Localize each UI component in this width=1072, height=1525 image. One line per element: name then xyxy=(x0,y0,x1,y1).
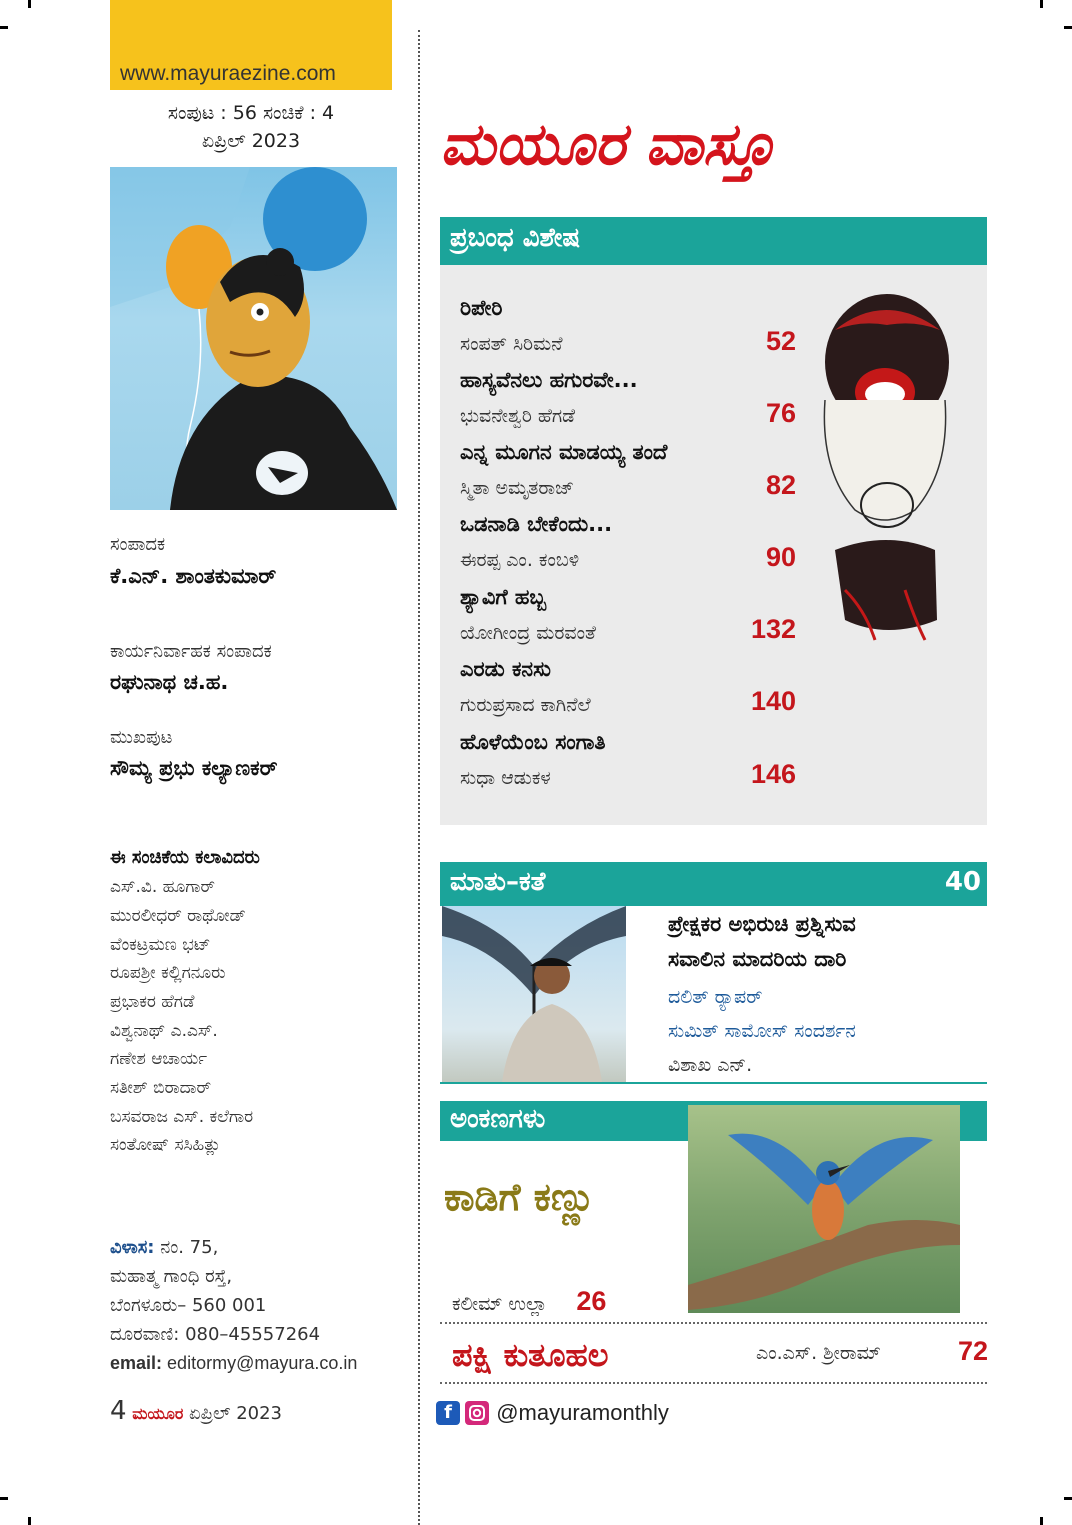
artist-name: ರೂಪಶ್ರೀ ಕಲ್ಲಿಗನೂರು xyxy=(110,963,226,983)
executive-editor-label: ಕಾರ್ಯನಿರ್ವಾಹಕ ಸಂಪಾದಕ xyxy=(110,641,272,662)
kadige-logo-text: ಕಾಡಿಗೆ ಕಣ್ಣು xyxy=(444,1175,596,1219)
artist-name: ಸತೀಶ್ ಬಿರಾದಾರ್ xyxy=(110,1078,212,1098)
pakshi-logo-text: ಪಕ್ಷಿ ಕುತೂಹಲ xyxy=(452,1336,609,1374)
artist-name: ಸಂತೋಷ್ ಸಸಿಹಿತ್ಲು xyxy=(110,1135,221,1155)
essay-author: ಯೋಗೀಂದ್ರ ಮರವಂತೆ xyxy=(460,622,596,644)
essay-author: ಸಂಪತ್ ಸಿರಿಮನೆ xyxy=(460,333,563,355)
masthead-logo xyxy=(440,92,880,202)
essay-author: ಸ್ಮಿತಾ ಅಮೃತರಾಜ್ xyxy=(460,477,575,499)
essay-page: 132 xyxy=(750,614,796,644)
artist-name: ಪ್ರಭಾಕರ ಹೆಗಡೆ xyxy=(110,992,195,1012)
address-line1 xyxy=(110,1237,218,1258)
address-line3: ಬೆಂಗಳೂರು– 560 001 xyxy=(110,1295,267,1316)
footer-date: ಏಪ್ರಿಲ್ 2023 xyxy=(189,1403,283,1424)
phone-number: ದೂರವಾಣಿ: 080–45557264 xyxy=(110,1324,321,1345)
crop-mark xyxy=(1064,1497,1072,1500)
essay-page: 90 xyxy=(765,542,796,572)
crop-mark xyxy=(1064,26,1072,29)
cover-credit-name: ಸೌಮ್ಯ ಪ್ರಭು ಕಲ್ಯಾಣಕರ್ xyxy=(110,756,278,780)
dotted-rule xyxy=(440,1322,987,1324)
kadige-kannu-logo xyxy=(440,1140,620,1270)
kadige-author: ಕಲೀಮ್ ಉಲ್ಲಾ xyxy=(452,1293,548,1315)
editor-label: ಸಂಪಾದಕ xyxy=(110,534,166,555)
website-banner xyxy=(110,0,392,90)
section-rule xyxy=(440,1082,987,1084)
email-line xyxy=(110,1353,357,1374)
kadige-page: 26 xyxy=(576,1286,607,1316)
crop-mark xyxy=(0,26,8,29)
essay-title[interactable]: ಒಡನಾಡಿ ಬೇಕೆಂದು... xyxy=(460,512,613,536)
interview-subtitle-line1: ದಲಿತ್ ರ‍್ಯಾಪರ್ xyxy=(668,986,763,1008)
crop-mark xyxy=(28,1517,31,1525)
facebook-icon[interactable]: f xyxy=(436,1401,460,1425)
essay-title[interactable]: ಎರಡು ಕನಸು xyxy=(460,657,551,681)
crop-mark xyxy=(1040,1517,1043,1525)
essay-author: ಗುರುಪ್ರಸಾದ ಕಾಗಿನೆಲೆ xyxy=(460,694,591,716)
email-label: email: xyxy=(110,1353,163,1373)
essay-page: 82 xyxy=(765,470,796,500)
essay-title[interactable]: ಹಾಸ್ಯವೆನಲು ಹಗುರವೇ... xyxy=(460,368,638,392)
kingfisher-svg xyxy=(688,1105,960,1313)
essay-page: 146 xyxy=(750,759,796,789)
kadige-credit xyxy=(452,1286,606,1317)
social-bar xyxy=(436,1400,669,1430)
interview-photo-svg xyxy=(442,906,626,1082)
kadige-logo-svg xyxy=(440,1140,620,1270)
cover-art-svg xyxy=(110,167,397,510)
artist-name: ಗಣೇಶ ಆಚಾರ್ಯ xyxy=(110,1049,208,1069)
columns-heading: ಅಂಕಣಗಳು xyxy=(450,1104,546,1134)
essay-title[interactable]: ಹೊಳೆಯೆಂಬ ಸಂಗಾತಿ xyxy=(460,730,606,754)
essays-heading: ಪ್ರಬಂಧ ವಿಶೇಷ xyxy=(450,223,581,253)
essay-title[interactable]: ಎನ್ನ ಮೂಗನ ಮಾಡಯ್ಯ ತಂದೆ xyxy=(460,440,668,464)
artist-name: ಎಸ್.ವಿ. ಹೂಗಾರ್ xyxy=(110,877,215,897)
interview-photo xyxy=(442,906,626,1082)
kingfisher-photo xyxy=(688,1105,960,1313)
email-address[interactable]: editormy@mayura.co.in xyxy=(167,1353,358,1373)
artist-name: ಬಸವರಾಜ ಎಸ್. ಕಲೆಗಾರ xyxy=(110,1107,254,1127)
essay-page: 52 xyxy=(765,326,796,356)
interview-author: ವಿಶಾಖ ಎನ್. xyxy=(668,1054,753,1076)
pakshi-page: 72 xyxy=(958,1336,989,1366)
interview-heading: ಮಾತು–ಕತೆ xyxy=(450,867,546,897)
page-footer xyxy=(110,1396,282,1426)
cover-credit-label: ಮುಖಪುಟ xyxy=(110,727,173,748)
executive-editor-name: ರಘುನಾಥ ಚ.ಹ. xyxy=(110,670,229,694)
editor-name: ಕೆ.ಎನ್. ಶಾಂತಕುಮಾರ್ xyxy=(110,564,277,588)
artist-name: ಮುರಲೀಧರ್ ರಾಥೋಡ್ xyxy=(110,906,246,926)
interview-title-line2[interactable]: ಸವಾಲಿನ ಮಾದರಿಯ ದಾರಿ xyxy=(668,947,847,971)
address-label: ವಿಳಾಸ: xyxy=(110,1237,155,1258)
footer-magazine-logo: ಮಯೂರ xyxy=(132,1404,184,1423)
column-divider xyxy=(418,30,420,1525)
artist-name: ವೆಂಕಟ್ರಮಣ ಭಟ್ xyxy=(110,935,211,955)
crop-mark xyxy=(28,0,31,8)
essay-page: 76 xyxy=(765,398,796,428)
interview-section-header xyxy=(440,862,987,906)
essay-title[interactable]: ಶ್ಯಾವಿಗೆ ಹಬ್ಬ xyxy=(460,585,547,609)
interview-page: 40 xyxy=(944,867,981,897)
dotted-rule xyxy=(440,1382,987,1384)
essay-page: 140 xyxy=(750,686,796,716)
pakshi-kutuhala-logo xyxy=(450,1330,750,1376)
page-number: 4 xyxy=(110,1396,127,1426)
mask-svg xyxy=(805,290,975,650)
essay-author: ಈರಪ್ಪ ಎಂ. ಕಂಬಳಿ xyxy=(460,549,580,571)
essay-title[interactable]: ರಿಪೇರಿ xyxy=(460,296,503,320)
website-url[interactable]: www.mayuraezine.com xyxy=(120,62,336,85)
artist-name: ವಿಶ್ವನಾಥ್ ಎ.ಎಸ್. xyxy=(110,1021,218,1041)
interview-subtitle-line2: ಸುಮಿತ್ ಸಾಮೋಸ್ ಸಂದರ್ಶನ xyxy=(668,1020,856,1042)
mask-illustration xyxy=(805,290,975,650)
essay-author: ಭುವನೇಶ್ವರಿ ಹೆಗಡೆ xyxy=(460,405,575,427)
masthead-svg xyxy=(440,92,880,202)
cover-illustration xyxy=(110,167,397,510)
essays-section-header xyxy=(440,217,987,265)
interview-title-line1[interactable]: ಪ್ರೇಕ್ಷಕರ ಅಭಿರುಚಿ ಪ್ರಶ್ನಿಸುವ xyxy=(668,912,856,936)
crop-mark xyxy=(1040,0,1043,8)
pakshi-author: ಎಂ.ಎಸ್. ಶ್ರೀರಾಮ್ xyxy=(756,1342,881,1364)
social-handle[interactable]: @mayuramonthly xyxy=(496,1400,669,1425)
issue-date: ಏಪ್ರಿಲ್ 2023 xyxy=(201,130,301,152)
issue-line: ಸಂಪುಟ : 56 ಸಂಚಿಕೆ : 4 xyxy=(167,102,335,124)
essay-author: ಸುಧಾ ಆಡುಕಳ xyxy=(460,767,551,789)
artists-title: ಈ ಸಂಚಿಕೆಯ ಕಲಾವಿದರು xyxy=(110,847,260,868)
crop-mark xyxy=(0,1497,8,1500)
address-line2: ಮಹಾತ್ಮ ಗಾಂಧಿ ರಸ್ತೆ, xyxy=(110,1266,233,1287)
instagram-icon[interactable] xyxy=(465,1401,489,1425)
pakshi-logo-svg xyxy=(450,1330,750,1376)
masthead-text: ಮಯೂರ ವಾಸ್ತೂ xyxy=(440,110,776,178)
address-street-number: ನಂ. 75, xyxy=(160,1237,219,1258)
